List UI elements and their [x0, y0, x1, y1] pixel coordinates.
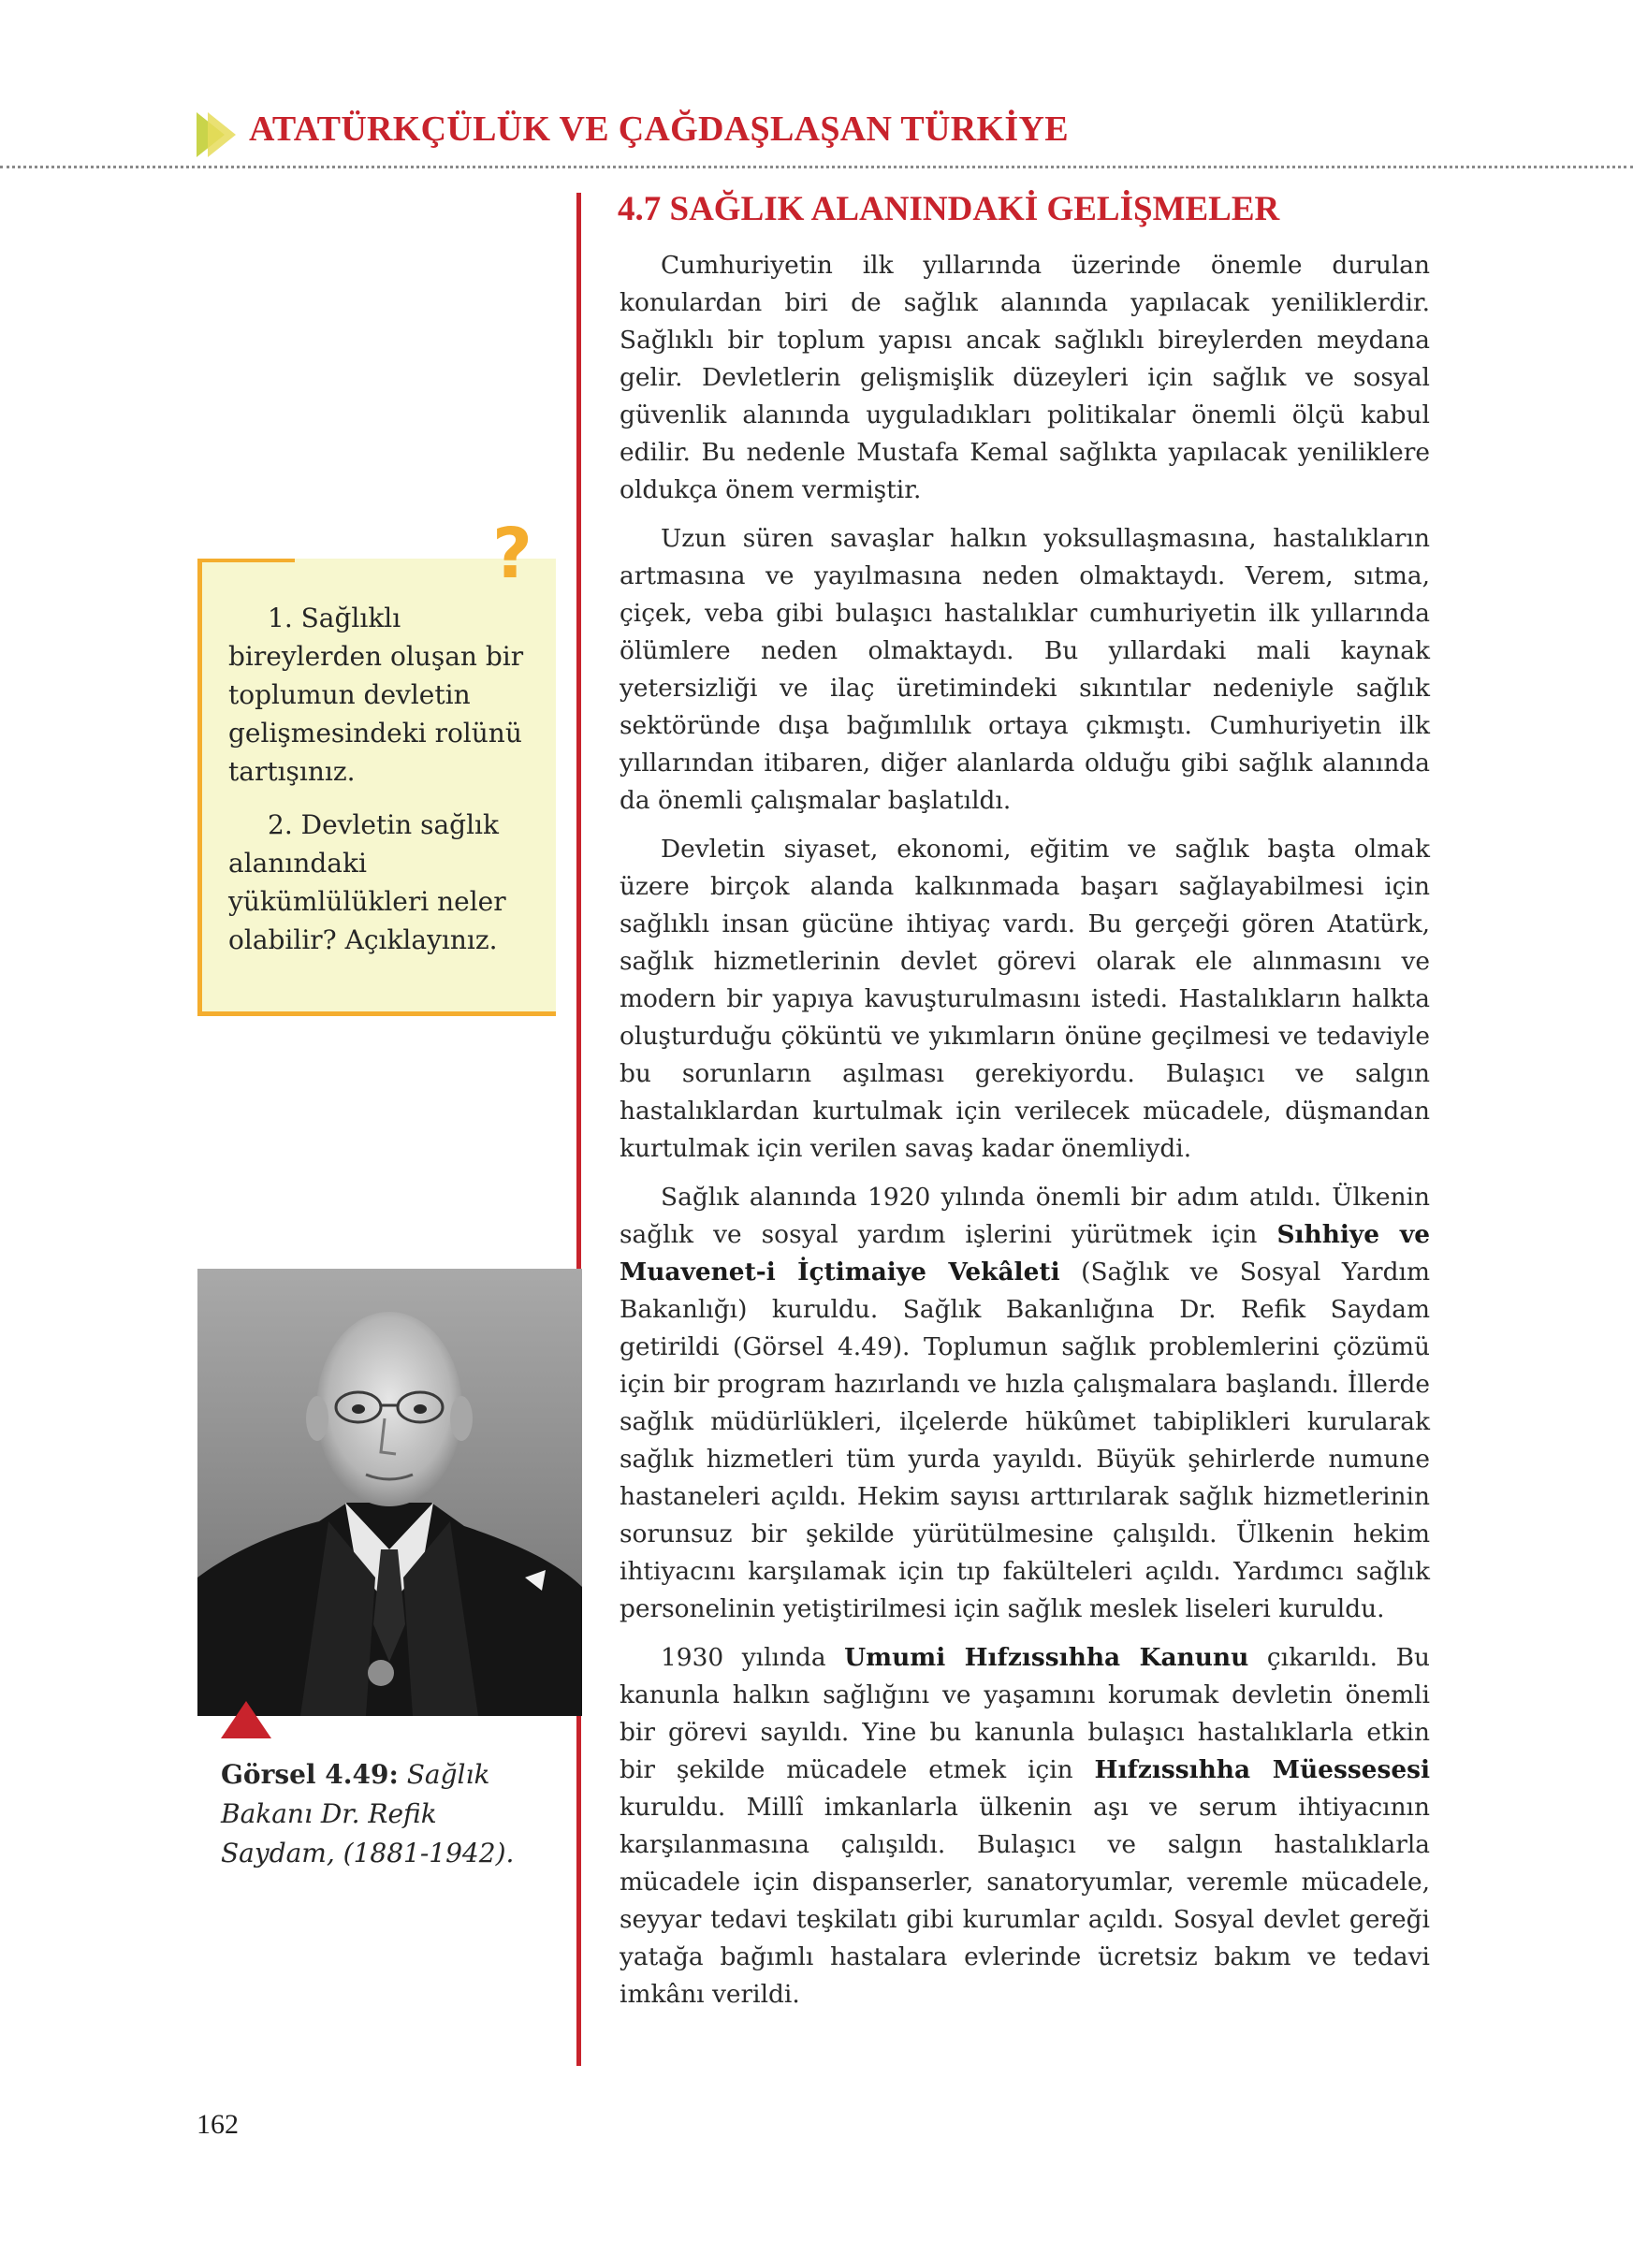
figure-caption-text: Sağlık Bakanı Dr. Refik Saydam, (1881-1942). [221, 1759, 515, 1868]
chapter-title: ATATÜRKÇÜLÜK VE ÇAĞDAŞLAŞAN TÜRKİYE [249, 109, 1069, 149]
ministry-name: Sıhhiye ve Muavenet-i İçtimaiye Vekâleti [620, 1220, 1431, 1287]
paragraph-5-text-b: çıkarıldı. Bu kanunla halkın sağlığını ve yaşamını korumak devletin önemli bir görevi sayıldı. Yine bu kanunla bulaşıcı hastalıklarla etkin bir şekilde mücadele etmek için [620, 1643, 1430, 1784]
institute-name: Hıfzıssıhha Müessesesi [1094, 1755, 1430, 1784]
paragraph-5-text-a: 1930 yılında [661, 1643, 845, 1672]
question-box-topline [197, 559, 295, 562]
question-list [228, 599, 537, 974]
figure-caption [221, 1755, 530, 1873]
caption-triangle-icon [221, 1701, 271, 1738]
paragraph-1: Cumhuriyetin ilk yıllarında üzerinde önemle durulan konulardan biri de sağlık alanında yapılacak yeniliklerdir. Sağlıklı bir toplum yapısı ancak sağlıklı bireylerden meydana gelir. Devletlerin gelişmişlik düzeyleri için sağlık ve sosyal güvenlik alanında uyguladıkları politikalar önemli ölçü kabul edilir. Bu nedenle Mustafa Kemal sağlıkta yapılacak yeniliklere oldukça önem vermiştir. [620, 251, 1430, 504]
section-body [620, 247, 1430, 2014]
header-divider [0, 166, 1633, 168]
paragraph-4-text-b: (Sağlık ve Sosyal Yardım Bakanlığı) kuruldu. Sağlık Bakanlığına Dr. Refik Saydam getirildi (Görsel 4.49). Toplumun sağlık problemlerini çözümü için bir program hazırlandı ve hızla çalışmalara başlandı. İllerde sağlık müdürlükleri, ilçelerde hükûmet tabiplikleri kurularak sağlık hizmetleri tüm yurda yayıldı. Büyük şehirlerde numune hastaneleri açıldı. Hekim sayısı arttırılarak sağlık hizmetlerinin sorunsuz bir şekilde yürütülmesine çalışıldı. Ülkenin hekim ihtiyacını karşılamak için tıp fakülteleri açıldı. Yardımcı sağlık personelinin yetiştirilmesi için sağlık meslek liseleri kuruldu. [620, 1258, 1430, 1623]
paragraph-5 [620, 1639, 1430, 2014]
portrait-photo [197, 1269, 582, 1716]
header-arrow-icon [197, 112, 236, 157]
section-heading: 4.7 SAĞLIK ALANINDAKİ GELİŞMELER [618, 190, 1280, 228]
law-name: Umumi Hıfzıssıhha Kanunu [844, 1643, 1249, 1672]
section-rule [576, 193, 581, 2066]
question-mark-icon: ? [492, 514, 532, 594]
paragraph-4-text-a: Sağlık alanında 1920 yılında önemli bir adım atıldı. Ülkenin sağlık ve sosyal yardım işlerini yürütmek için [620, 1183, 1430, 1249]
paragraph-4 [620, 1179, 1430, 1628]
page-number: 162 [197, 2109, 239, 2140]
paragraph-2: Uzun süren savaşlar halkın yoksullaşmasına, hastalıkların artmasına ve yayılmasına neden olmaktaydı. Verem, sıtma, çiçek, veba gibi bulaşıcı hastalıklar cumhuriyetin ilk yıllarında ölümlere neden olmaktaydı. Bu yıllardaki mali kaynak yetersizliği ve ilaç üretimindeki sıkıntılar nedeniyle sağlık sektöründe dışa bağımlılık ortaya çıkmıştı. Cumhuriyetin ilk yıllarından itibaren, diğer alanlarda olduğu gibi sağlık alanında da önemli çalışmalar başlatıldı. [620, 524, 1430, 815]
question-2: 2. Devletin sağlık alanındaki yükümlülükleri neler olabilir? Açıklayınız. [228, 809, 506, 955]
portrait-illustration [197, 1269, 582, 1716]
paragraph-5-text-c: kuruldu. Millî imkanlarla ülkenin aşı ve serum ihtiyacının karşılanmasına çalışıldı. Bulaşıcı ve salgın hastalıklarla mücadele için dispanserler, sanatoryumlar, veremle mücadele, seyyar tedavi teşkilatı gibi kurumlar açıldı. Sosyal devlet gereği yatağa bağımlı hastalara evlerinde ücretsiz bakım ve tedavi imkânı verildi. [620, 1793, 1430, 2009]
question-1: 1. Sağlıklı bireylerden oluşan bir toplumun devletin gelişmesindeki rolünü tartışınız. [228, 603, 524, 787]
paragraph-3: Devletin siyaset, ekonomi, eğitim ve sağlık başta olmak üzere birçok alanda kalkınmada başarı sağlayabilmesi için sağlıklı insan gücüne ihtiyaç vardı. Bu gerçeği gören Atatürk, sağlık hizmetlerinin devlet görevi olarak ele alınmasını ve modern bir yapıya kavuşturulmasını istedi. Hastalıkların halkta oluşturduğu çöküntü ve yıkımların önüne geçilmesi ve tedaviyle bu sorunların aşılması gerekiyordu. Bulaşıcı ve salgın hastalıklardan kurtulmak için verilecek mücadele, düşmandan kurtulmak için verilen savaş kadar önemliydi. [620, 835, 1430, 1163]
figure-label: Görsel 4.49: [221, 1759, 399, 1790]
